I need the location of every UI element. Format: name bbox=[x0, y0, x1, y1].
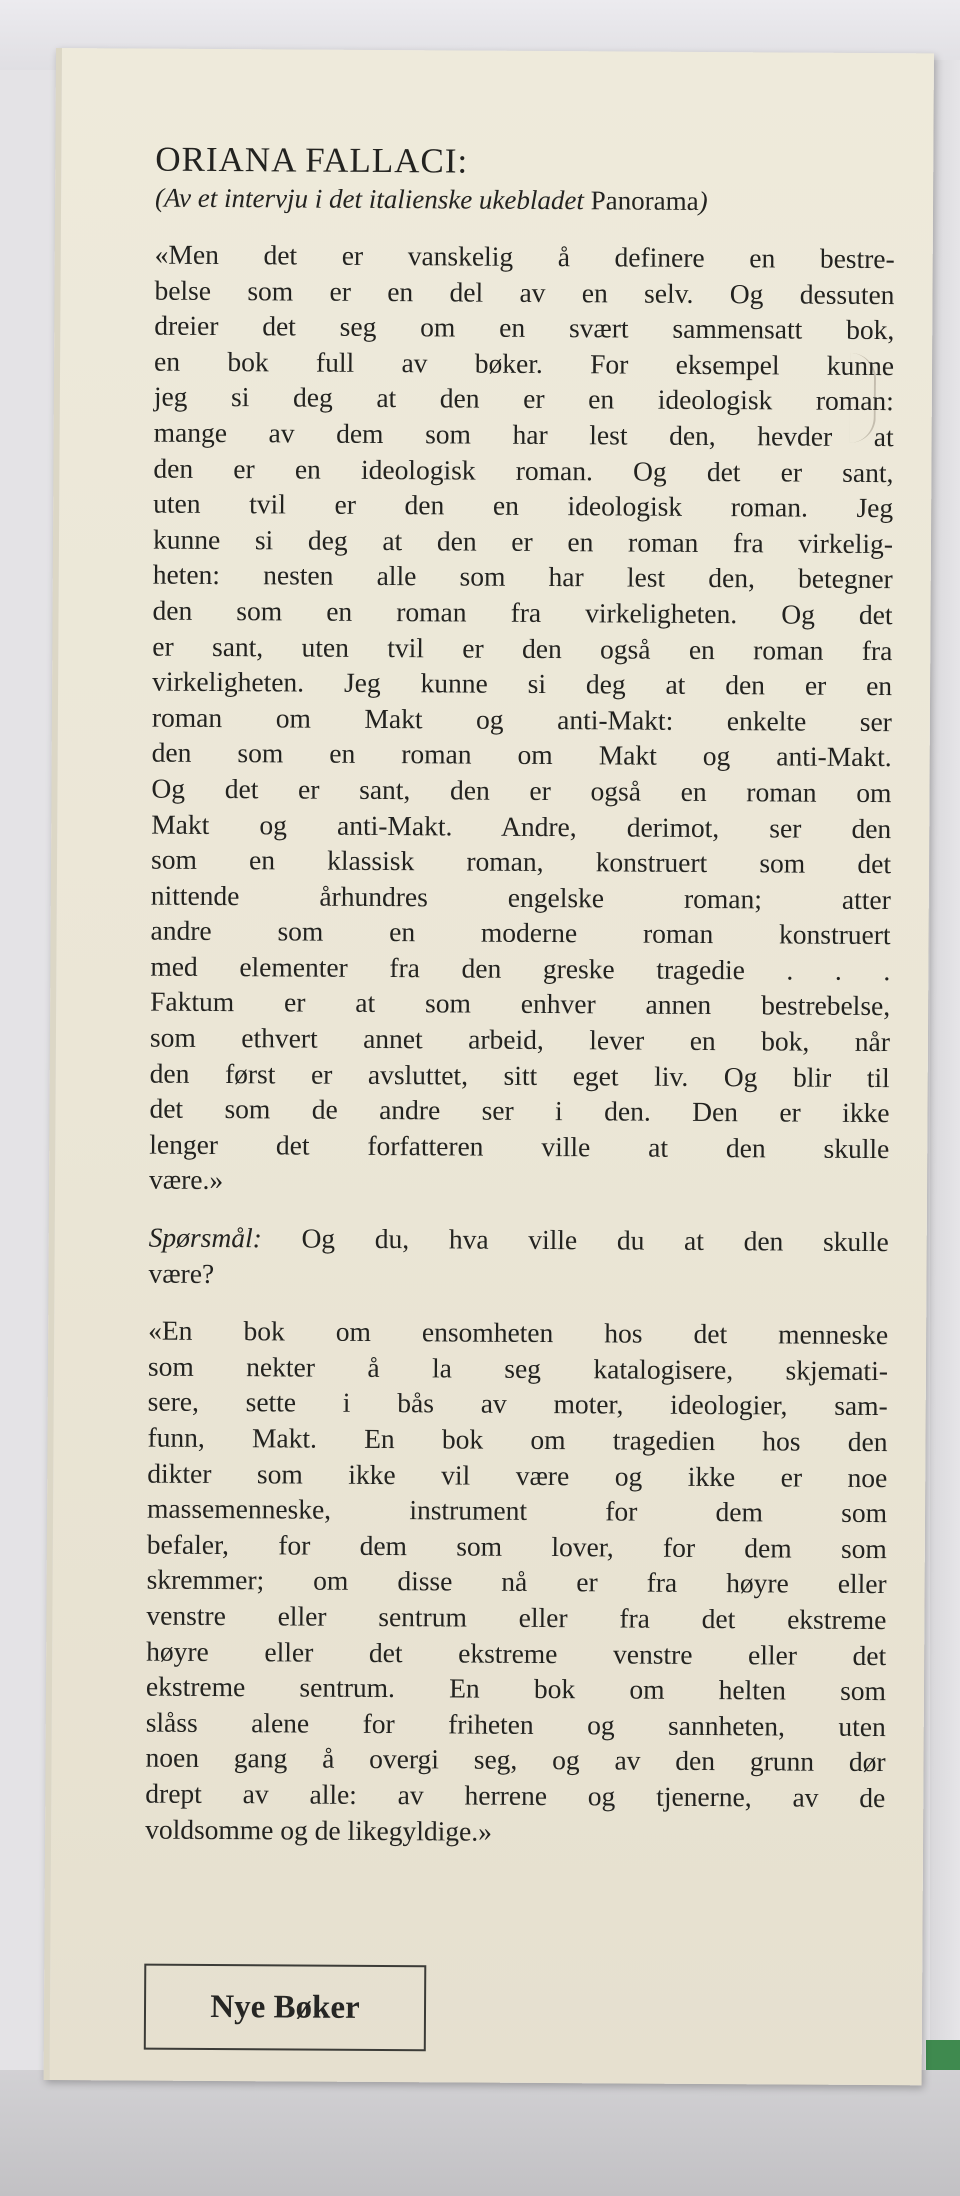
text-line: Faktum er at som enhver annen bestrebelse, bbox=[150, 986, 891, 1022]
text-line: høyre eller det ekstreme venstre eller det bbox=[146, 1635, 887, 1671]
quote-paragraph-2 bbox=[145, 1313, 888, 1851]
text-line: belse som er en del av en selv. Og dessuten bbox=[154, 274, 895, 310]
text-line: som en klassisk roman, konstruert som det bbox=[150, 843, 892, 880]
text-line: Og det er sant, den er også en roman om bbox=[151, 772, 892, 809]
text-line: slåss alene for friheten og sannheten, uten bbox=[145, 1706, 886, 1742]
text-line: virkeligheten. Jeg kunne si deg at den er en bbox=[152, 665, 893, 702]
publisher-box bbox=[144, 1964, 427, 2052]
text-line: med elementer fra den greske tragedie . . . bbox=[150, 950, 891, 986]
question-paragraph bbox=[148, 1220, 888, 1296]
text-line: «En bok om ensomheten hos det menneske bbox=[148, 1314, 889, 1351]
book-edge bbox=[930, 60, 960, 2050]
text-line: er sant, uten tvil er den også en roman fra bbox=[152, 630, 893, 666]
author-heading: ORIANA FALLACI: bbox=[155, 139, 469, 181]
text-line: «Men det er vanskelig å definere en bestre- bbox=[154, 238, 895, 275]
subtitle-magazine: Panorama bbox=[590, 185, 699, 216]
text-line: nittende århundres engelske roman; atter bbox=[150, 879, 891, 915]
text-line: roman om Makt og anti-Makt: enkelte ser bbox=[151, 701, 892, 737]
text-line: ekstreme sentrum. En bok om helten som bbox=[145, 1670, 887, 1707]
question-label: Spørsmål: bbox=[148, 1221, 262, 1254]
text-line: massemenneske, instrument for dem som bbox=[146, 1492, 888, 1529]
text-line: som nekter å la seg katalogisere, skjemati- bbox=[147, 1350, 889, 1386]
text-line: sere, sette i bås av moter, ideologier, sam- bbox=[147, 1385, 888, 1422]
quote-paragraph-1 bbox=[149, 237, 895, 1203]
background-surface bbox=[0, 2070, 960, 2196]
text-line: den er en ideologisk roman. Og det er sant, bbox=[153, 452, 894, 488]
question-line bbox=[149, 1220, 889, 1260]
text-line: funn, Makt. En bok om tragedien hos den bbox=[147, 1421, 888, 1458]
text-line: en bok full av bøker. For eksempel kunne bbox=[153, 345, 895, 381]
text-line: andre som en moderne roman konstruert bbox=[150, 914, 891, 951]
text-line: voldsomme og de likegyldige.» bbox=[145, 1813, 492, 1847]
subtitle bbox=[155, 181, 895, 220]
text-line: jeg si deg at den er en ideologisk roman: bbox=[153, 380, 894, 417]
question-text: Og du, hva ville du at den skulle bbox=[261, 1222, 889, 1258]
text-line: uten tvil er den en ideologisk roman. Jeg bbox=[153, 487, 894, 524]
text-line: den som en roman fra virkeligheten. Og det bbox=[152, 594, 893, 631]
publisher-name: Nye Bøker bbox=[210, 1988, 360, 2026]
text-line: Makt og anti-Makt. Andre, derimot, ser den bbox=[151, 808, 892, 844]
text-line: drept av alle: av herrene og tjenerne, av de bbox=[145, 1777, 886, 1814]
text-line: befaler, for dem som lover, for dem som bbox=[146, 1528, 887, 1564]
text-line: den som en roman om Makt og anti-Makt. bbox=[151, 736, 892, 773]
text-line: det som de andre ser i den. Den er ikke bbox=[149, 1092, 890, 1129]
book-jacket-flap bbox=[44, 48, 934, 2085]
text-line: den først er avsluttet, sitt eget liv. Og blir til bbox=[149, 1057, 890, 1093]
text-line: skremmer; om disse nå er fra høyre eller bbox=[146, 1563, 887, 1600]
text-line: heten: nesten alle som har lest den, betegner bbox=[152, 558, 893, 595]
text-line: dikter som ikke vil være og ikke er noe bbox=[147, 1457, 888, 1493]
flap-text bbox=[145, 139, 896, 1874]
question-line-2: være? bbox=[148, 1257, 215, 1289]
text-line: kunne si deg at den er en roman fra virkelig- bbox=[152, 523, 894, 559]
text-line: dreier det seg om en svært sammensatt bok, bbox=[154, 309, 895, 346]
subtitle-close: ) bbox=[698, 185, 708, 216]
text-line: venstre eller sentrum eller fra det ekstreme bbox=[146, 1599, 887, 1636]
text-line: være.» bbox=[148, 1164, 224, 1196]
text-line: mange av dem som har lest den, hevder at bbox=[153, 416, 894, 453]
text-line: lenger det forfatteren ville at den skulle bbox=[149, 1128, 890, 1164]
text-line: noen gang å overgi seg, og av den grunn dør bbox=[145, 1741, 886, 1778]
subtitle-italic: (Av et intervju i det italienske ukebladet bbox=[154, 182, 591, 216]
text-line: som ethvert annet arbeid, lever en bok, når bbox=[149, 1021, 891, 1058]
